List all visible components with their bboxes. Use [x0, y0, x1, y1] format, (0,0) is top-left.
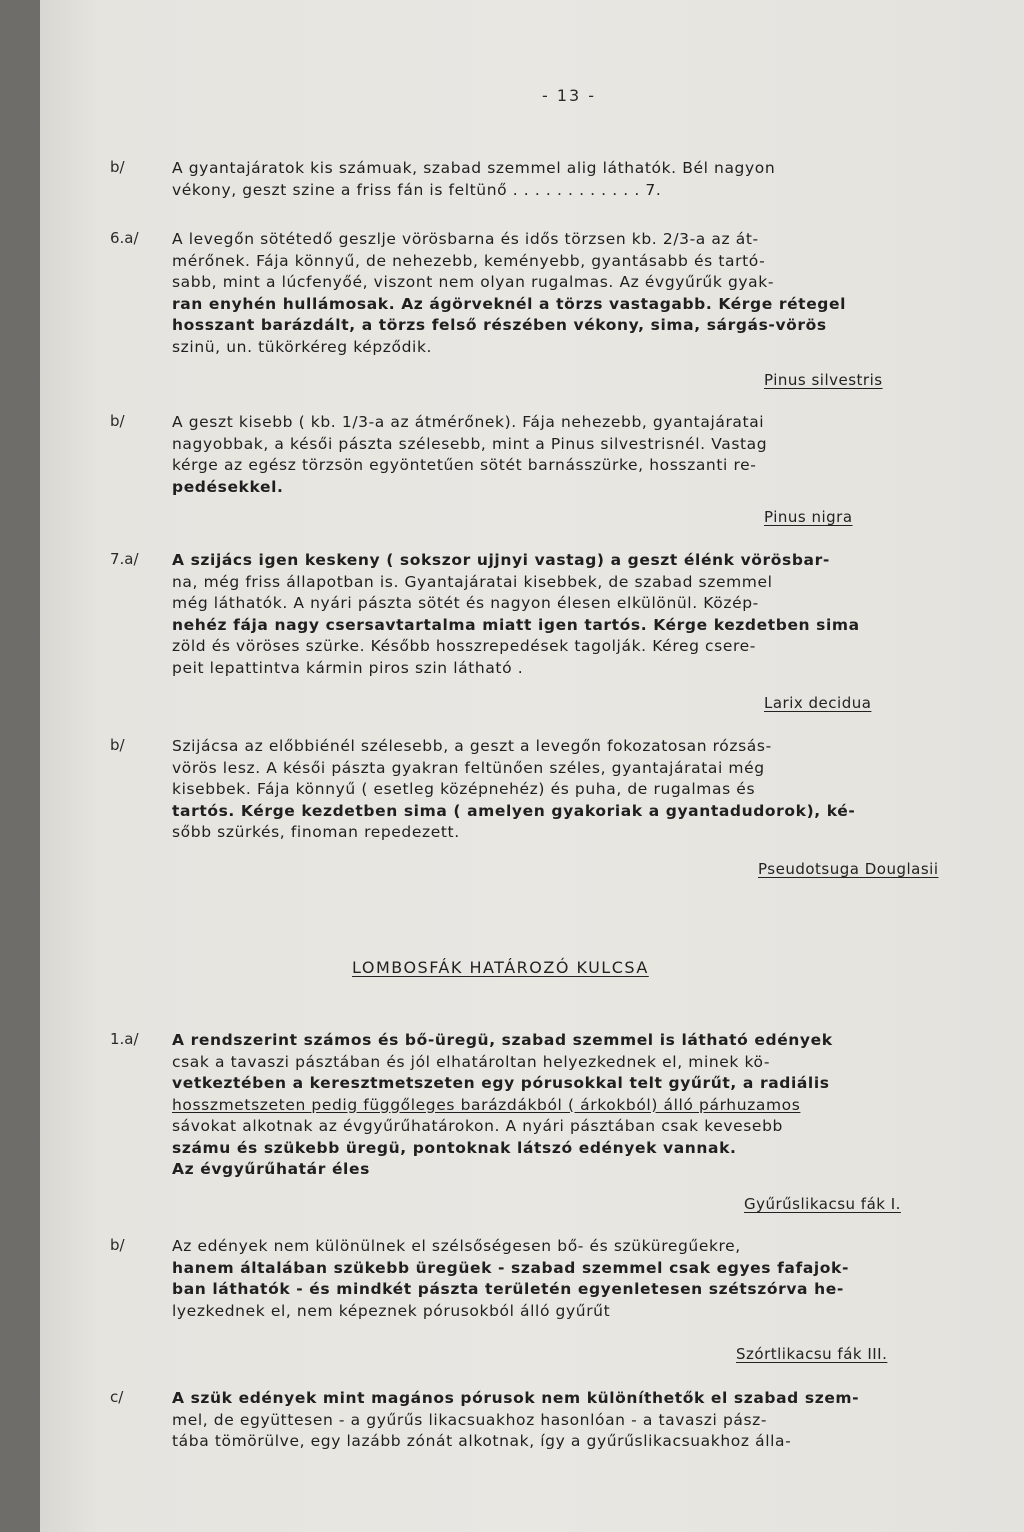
entry-text: A szijács igen keskeny ( sokszor ujjnyi vastag) a geszt élénk vörösbar- na, még friss állapotban is. Gyantajáratai kisebbek, de szabad szemmel még láthatók. A nyári pászta sötét és nagyon élesen elkülönül. Közép- nehéz fája nagy csersavtartalma miatt igen tartós. Kérge kezdetben sima zöld és vöröses szürke. Később hosszrepedések tagolják. Kéreg csere- peit lepattintva kármin piros szin látható . — [172, 551, 860, 677]
entry-text: A geszt kisebb ( kb. 1/3-a az átmérőnek). Fája nehezebb, gyantajáratai nagyobbak, a késői pászta szélesebb, mint a Pinus silvestrisnél. Vastag kérge az egész törzsön egyöntetűen sötét barnásszürke, hosszanti re- pedésekkel. — [172, 413, 768, 496]
entry-label: 6.a/ — [110, 229, 139, 247]
entry-label: b/ — [110, 736, 125, 754]
entry-label: 7.a/ — [110, 550, 139, 568]
species-name: Szórtlikacsu fák III. — [736, 1345, 888, 1363]
entry-text: A szük edények mint magános pórusok nem különíthetők el szabad szem- mel, de együttesen - a gyűrűs likacsuakhoz hasonlóan - a tavaszi pász- tába tömörülve, egy lazább zónát alkotnak, így a gyűrűslikacsuakhoz álla- — [172, 1389, 860, 1450]
species-name: Larix decidua — [764, 694, 872, 712]
species-name: Gyűrűslikacsu fák I. — [744, 1195, 901, 1213]
species-name: Pinus silvestris — [764, 371, 883, 389]
entry-text: A gyantajáratok kis számuak, szabad szemmel alig láthatók. Bél nagyon vékony, geszt szine a friss fán is feltünő . . . . . . . . . . . . 7. — [172, 159, 776, 199]
entry-label: b/ — [110, 1236, 125, 1254]
entry-label: b/ — [110, 412, 125, 430]
entry-text: Az edények nem különülnek el szélsőségesen bő- és szüküregűekre, hanem általában szükebb üregüek - szabad szemmel csak egyes fafajok- ban láthatók - és mindkét pászta területén egyenletesen szétszórva he- lyezkednek el, nem képeznek pórusokból álló gyűrűt — [172, 1237, 849, 1320]
species-name: Pseudotsuga Douglasii — [758, 860, 939, 878]
entry-label: c/ — [110, 1388, 124, 1406]
entry-text: Szijácsa az előbbiénél szélesebb, a geszt a levegőn fokozatosan rózsás- vörös lesz. A késői pászta gyakran feltünően széles, gyantajáratai még kisebbek. Fája könnyű ( esetleg középnehéz) és puha, de rugalmas és tartós. Kérge kezdetben sima ( amelyen gyakoriak a gyantadudorok), ké- sőbb szürkés, finoman repedezett. — [172, 737, 856, 841]
species-name: Pinus nigra — [764, 508, 853, 526]
entry-text: A levegőn sötétedő geszlje vörösbarna és idős törzsen kb. 2/3-a az át- mérőnek. Fája könnyű, de nehezebb, keményebb, gyantásabb és tartó- sabb, mint a lúcfenyőé, viszont nem olyan rugalmas. Az évgyűrűk gyak- ran enyhén hullámosak. Az ágörveknél a törzs vastagabb. Kérge rétegel hosszant barázdált, a törzs felső részében vékony, sima, sárgás-vörös szinü, un. tükörkéreg képződik. — [172, 230, 847, 356]
page-number: - 13 - — [542, 86, 597, 105]
entry-label: b/ — [110, 158, 125, 176]
section-title: LOMBOSFÁK HATÁROZÓ KULCSA — [352, 958, 649, 977]
entry-label: 1.a/ — [110, 1030, 139, 1048]
document-page — [40, 0, 1024, 1532]
entry-text: A rendszerint számos és bő-üregü, szabad szemmel is látható edények csak a tavaszi pásztában és jól elhatároltan helyezkednek el, minek kö- vetkeztében a keresztmetszeten egy pórusokkal telt gyűrűt, a radiális hosszmetszeten pedig függőleges barázdákból ( árkokból) álló párhuzamos sávokat alkotnak az évgyűrűhatárokon. A nyári pásztában csak kevesebb számu és szükebb üregü, pontoknak látszó edények vannak. Az évgyűrűhatár éles — [172, 1031, 833, 1178]
